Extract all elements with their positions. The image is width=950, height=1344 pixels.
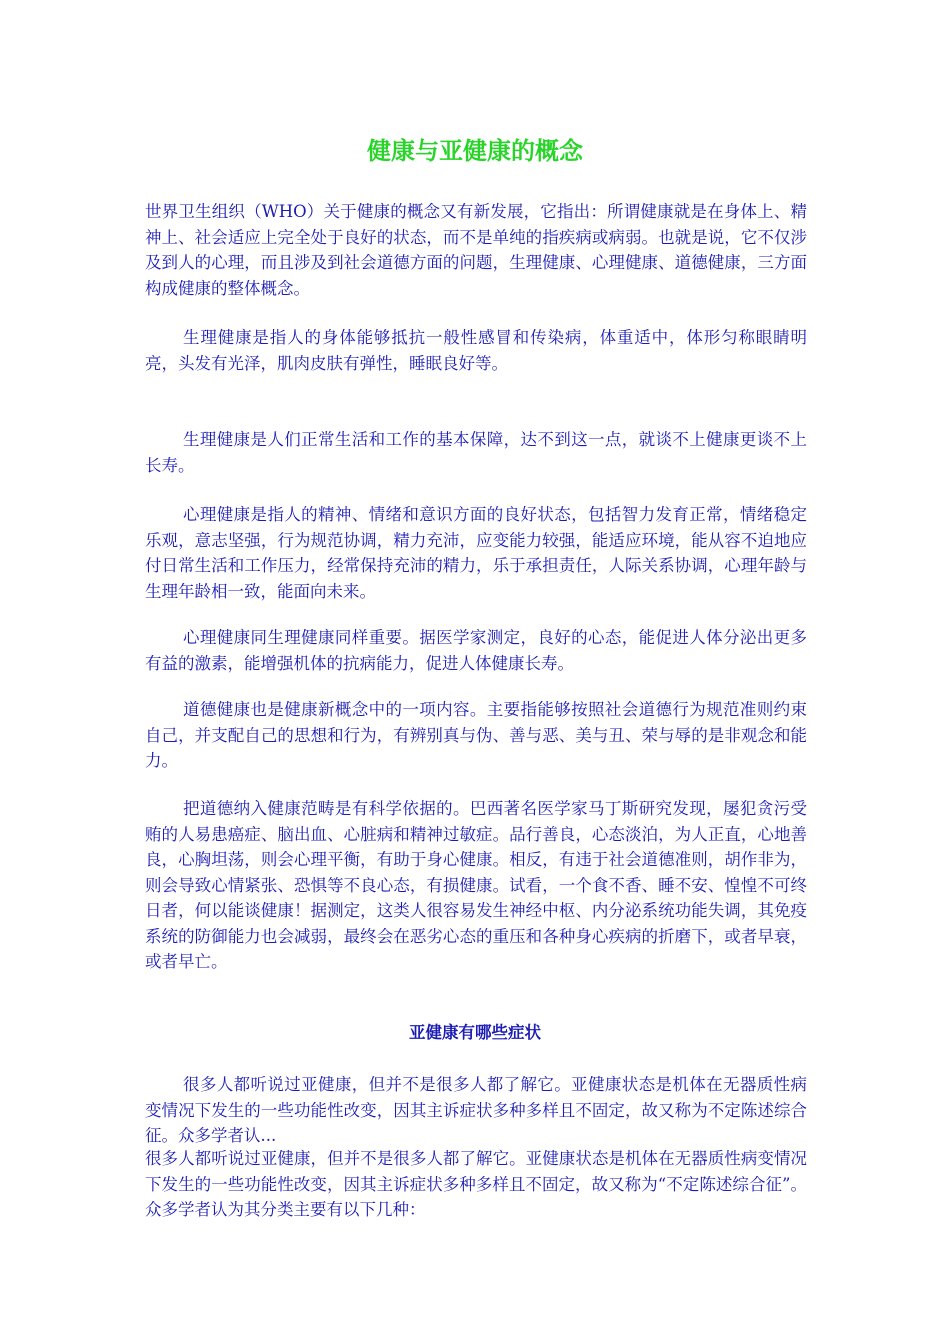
paragraph-physical-health-definition: 生理健康是指人的身体能够抵抗一般性感冒和传染病，体重适中，体形匀称眼睛明亮，头发有光泽，肌肉皮肤有弹性，睡眠良好等。 (145, 328, 807, 373)
subheading-subhealth-symptoms: 亚健康有哪些症状 (409, 1023, 541, 1042)
paragraph-subhealth-intro-excerpt: 很多人都听说过亚健康，但并不是很多人都了解它。亚健康状态是机体在无器质性病变情况下发生的一些功能性改变，因其主诉症状多种多样且不固定，故又称为不定陈述综合征。众多学者认... (145, 1075, 807, 1145)
paragraph-moral-health: 道德健康也是健康新概念中的一项内容。主要指能够按照社会道德行为规范准则约束自己，并支配自己的思想和行为，有辨别真与伪、善与恶、美与丑、荣与辱的是非观念和能力。 (145, 700, 807, 770)
paragraph-mental-health-definition: 心理健康是指人的精神、情绪和意识方面的良好状态，包括智力发育正常，情绪稳定乐观，意志坚强，行为规范协调，精力充沛，应变能力较强，能适应环境，能从容不迫地应付日常生活和工作压力，经常保持充沛的精力，乐于承担责任，人际关系协调，心理年龄与生理年龄相一致，能面向未来。 (145, 505, 807, 601)
paragraph-subhealth-intro: 很多人都听说过亚健康，但并不是很多人都了解它。亚健康状态是机体在无器质性病变情况下发生的一些功能性改变，因其主诉症状多种多样且不固定，故又称为“不定陈述综合征”。众多学者认为其分类主要有以下几种： (145, 1149, 807, 1219)
paragraph-mental-health-importance: 心理健康同生理健康同样重要。据医学家测定，良好的心态，能促进人体分泌出更多有益的激素，能增强机体的抗病能力，促进人体健康长寿。 (145, 628, 807, 673)
paragraph-physical-health-basis: 生理健康是人们正常生活和工作的基本保障，达不到这一点，就谈不上健康更谈不上长寿。 (145, 430, 807, 475)
document-title: 健康与亚健康的概念 (367, 137, 583, 165)
paragraph-who-definition: 世界卫生组织（WHO）关于健康的概念又有新发展，它指出：所谓健康就是在身体上、精神上、社会适应上完全处于良好的状态，而不是单纯的指疾病或病弱。也就是说，它不仅涉及到人的心理，而且涉及到社会道德方面的问题，生理健康、心理健康、道德健康，三方面构成健康的整体概念。 (145, 202, 807, 298)
paragraph-moral-health-evidence: 把道德纳入健康范畴是有科学依据的。巴西著名医学家马丁斯研究发现，屡犯贪污受贿的人易患癌症、脑出血、心脏病和精神过敏症。品行善良，心态淡泊，为人正直，心地善良，心胸坦荡，则会心理平衡，有助于身心健康。相反，有违于社会道德准则，胡作非为，则会导致心情紧张、恐惧等不良心态，有损健康。试看，一个食不香、睡不安、惶惶不可终日者，何以能谈健康！据测定，这类人很容易发生神经中枢、内分泌系统功能失调，其免疫系统的防御能力也会减弱，最终会在恶劣心态的重压和各种身心疾病的折磨下，或者早衰，或者早亡。 (145, 799, 807, 971)
